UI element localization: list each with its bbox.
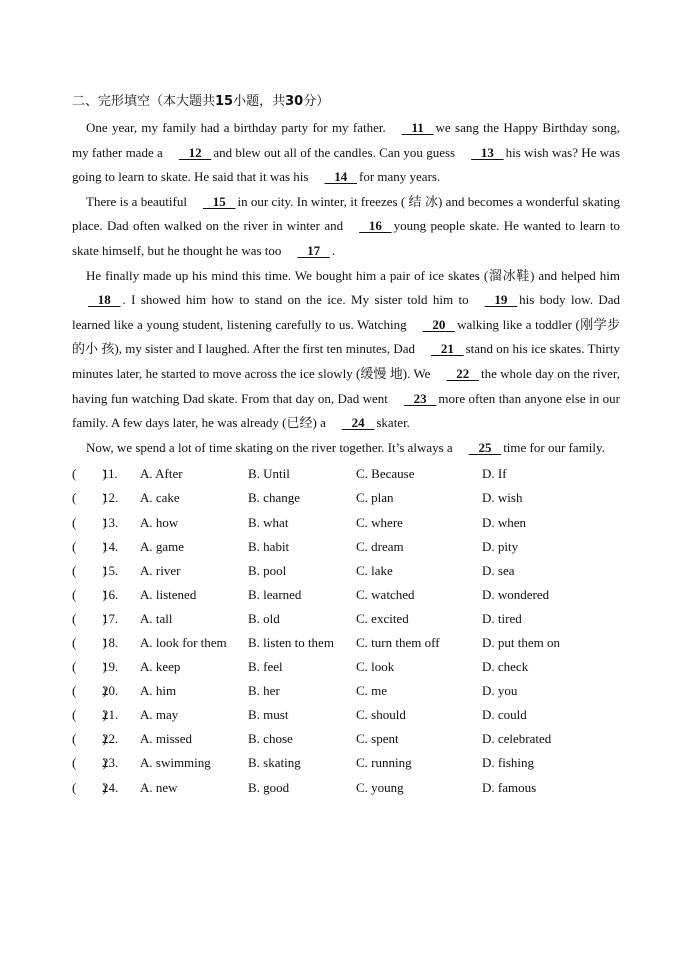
passage-text: more often than anyone else in our family. A few days later, he was already (已经) a: [72, 390, 620, 431]
option-b[interactable]: B. feel: [248, 659, 283, 675]
passage-text: and blew out all of the candles. Can you guess: [213, 144, 456, 160]
passage-paragraph: [72, 436, 620, 461]
option-a[interactable]: A. may: [140, 707, 179, 723]
question-row: [72, 751, 620, 775]
option-b[interactable]: B. pool: [248, 562, 287, 578]
blank-21[interactable]: 21: [431, 341, 464, 357]
answer-bracket[interactable]: ( ): [72, 755, 107, 771]
answer-bracket[interactable]: ( ): [72, 731, 107, 747]
option-c[interactable]: C. running: [356, 755, 412, 771]
blank-12[interactable]: 12: [178, 144, 212, 160]
option-c[interactable]: C. turn them off: [356, 635, 440, 651]
option-a[interactable]: A. how: [140, 514, 179, 530]
option-c[interactable]: C. Because: [356, 466, 415, 482]
passage-paragraph: [72, 116, 620, 190]
answer-bracket[interactable]: ( ): [72, 538, 107, 554]
question-number: 11.: [102, 466, 118, 482]
question-row: [72, 679, 620, 703]
option-c[interactable]: C. should: [356, 707, 406, 723]
option-a[interactable]: A. After: [140, 466, 183, 482]
option-c[interactable]: C. look: [356, 659, 395, 675]
blank-16[interactable]: 16: [359, 218, 392, 234]
option-b[interactable]: B. Until: [248, 466, 290, 482]
passage-text: One year, my family had a birthday party for my father.: [86, 120, 386, 135]
heading-prefix: 二、完形填空（本大题共: [72, 94, 216, 109]
option-b[interactable]: B. chose: [248, 731, 293, 747]
question-number: 15.: [102, 562, 119, 578]
answer-bracket[interactable]: ( ): [72, 610, 107, 626]
question-number: 21.: [102, 707, 119, 723]
blank-13[interactable]: 13: [471, 144, 504, 160]
question-row: [72, 655, 620, 679]
option-d[interactable]: D. wondered: [482, 586, 550, 602]
option-d[interactable]: D. pity: [482, 538, 519, 554]
blank-11[interactable]: 11: [401, 120, 434, 135]
passage-text: his body low. Dad learned like a young student, listening carefully to us. Watching: [72, 292, 620, 332]
option-a[interactable]: A. new: [140, 779, 178, 795]
question-number: 12.: [102, 490, 119, 506]
blank-23[interactable]: 23: [403, 390, 437, 406]
option-d[interactable]: D. could: [482, 707, 527, 723]
blank-20[interactable]: 20: [422, 316, 456, 332]
passage-text: the whole day on the river, having fun watching Dad skate. From that day on, Dad went: [72, 365, 620, 406]
answer-bracket[interactable]: ( ): [72, 683, 107, 699]
option-c[interactable]: C. watched: [356, 586, 415, 602]
answer-bracket[interactable]: ( ): [72, 707, 107, 723]
passage-text: in our city. In winter, it freezes ( 结 冰) and becomes a wonderful skating place. Dad often walked on the river in winter and: [72, 193, 620, 234]
passage-paragraph: [72, 264, 620, 436]
option-c[interactable]: C. young: [356, 779, 404, 795]
option-b[interactable]: B. change: [248, 490, 300, 506]
cloze-passage: [72, 116, 620, 460]
question-row: [72, 535, 620, 559]
question-row: [72, 703, 620, 727]
option-b[interactable]: B. old: [248, 610, 280, 626]
option-d[interactable]: D. wish: [482, 490, 523, 506]
question-number: 13.: [102, 514, 119, 530]
option-a[interactable]: A. keep: [140, 659, 181, 675]
option-b[interactable]: B. what: [248, 514, 289, 530]
passage-text: .: [331, 242, 336, 258]
option-a[interactable]: A. him: [140, 683, 177, 699]
question-number: 22.: [102, 731, 119, 747]
passage-text: There is a beautiful: [86, 193, 187, 209]
passage-text: walking like a toddler (刚学步的小 孩), my sister and I laughed. After the first ten minutes, Dad: [72, 316, 620, 357]
answer-bracket[interactable]: ( ): [72, 779, 107, 795]
passage-text: young people skate. He wanted to learn to skate himself, but he thought he was too: [72, 218, 620, 258]
passage-text: skater.: [376, 415, 410, 431]
blank-18[interactable]: 18: [88, 292, 121, 308]
option-d[interactable]: D. when: [482, 514, 527, 530]
option-a[interactable]: A. cake: [140, 490, 180, 506]
heading-score: 30: [285, 94, 304, 109]
blank-17[interactable]: 17: [297, 242, 330, 258]
question-number: 17.: [102, 610, 119, 626]
question-row: [72, 727, 620, 751]
question-row: [72, 511, 620, 535]
option-a[interactable]: A. game: [140, 538, 185, 554]
option-b[interactable]: B. listen to them: [248, 635, 334, 651]
option-b[interactable]: B. learned: [248, 586, 302, 602]
question-row: [72, 607, 620, 631]
answer-bracket[interactable]: ( ): [72, 586, 107, 602]
option-d[interactable]: D. you: [482, 683, 518, 699]
option-c[interactable]: C. lake: [356, 562, 393, 578]
option-d[interactable]: D. If: [482, 466, 507, 482]
passage-text: we sang the Happy Birthday song, my father made a: [72, 120, 620, 160]
blank-15[interactable]: 15: [202, 193, 236, 209]
option-b[interactable]: B. her: [248, 683, 280, 699]
answer-bracket[interactable]: ( ): [72, 562, 107, 578]
question-row: [72, 559, 620, 583]
answer-bracket[interactable]: ( ): [72, 490, 107, 506]
answer-bracket[interactable]: ( ): [72, 514, 107, 530]
passage-text: stand on his ice skates. Thirty minutes later, he started to move across the ice slowly (缓慢 地). We: [72, 341, 620, 381]
option-d[interactable]: D. check: [482, 659, 529, 675]
option-c[interactable]: C. me: [356, 683, 388, 699]
option-c[interactable]: C. spent: [356, 731, 399, 747]
blank-24[interactable]: 24: [341, 415, 375, 431]
option-d[interactable]: D. fishing: [482, 755, 534, 771]
question-number: 20.: [102, 683, 119, 699]
option-b[interactable]: B. good: [248, 779, 290, 795]
question-list: [72, 462, 620, 799]
option-c[interactable]: C. excited: [356, 610, 409, 626]
question-row: [72, 776, 620, 800]
question-number: 24.: [102, 779, 119, 795]
heading-mid: 小题，共: [233, 94, 286, 109]
option-c[interactable]: C. where: [356, 514, 403, 530]
option-a[interactable]: A. listened: [140, 586, 197, 602]
passage-text: He finally made up his mind this time. We bought him a pair of ice skates (溜冰鞋) and helped him: [86, 267, 620, 283]
question-row: [72, 631, 620, 655]
option-a[interactable]: A. swimming: [140, 755, 211, 771]
passage-text: time for our family.: [503, 439, 605, 455]
question-number: 18.: [102, 635, 119, 651]
question-number: 16.: [102, 586, 119, 602]
option-b[interactable]: B. skating: [248, 755, 301, 771]
answer-bracket[interactable]: ( ): [72, 466, 107, 482]
blank-14[interactable]: 14: [324, 169, 357, 185]
option-b[interactable]: B. habit: [248, 538, 290, 554]
option-d[interactable]: D. celebrated: [482, 731, 552, 747]
answer-bracket[interactable]: ( ): [72, 635, 107, 651]
option-b[interactable]: B. must: [248, 707, 289, 723]
option-d[interactable]: D. put them on: [482, 635, 560, 651]
blank-22[interactable]: 22: [446, 365, 479, 381]
option-a[interactable]: A. missed: [140, 731, 192, 747]
question-number: 23.: [102, 755, 119, 771]
section-heading: [72, 92, 620, 112]
option-c[interactable]: C. plan: [356, 490, 394, 506]
option-d[interactable]: D. sea: [482, 562, 515, 578]
question-row: [72, 462, 620, 486]
passage-text: Now, we spend a lot of time skating on the river together. It’s always a: [86, 439, 453, 455]
passage-text: . I showed him how to stand on the ice. My sister told him to: [122, 292, 469, 308]
question-row: [72, 583, 620, 607]
option-a[interactable]: A. tall: [140, 610, 173, 626]
option-d[interactable]: D. famous: [482, 779, 537, 795]
question-number: 19.: [102, 659, 119, 675]
blank-19[interactable]: 19: [484, 292, 518, 308]
heading-suffix: 分）: [303, 94, 330, 109]
blank-25[interactable]: 25: [468, 439, 502, 455]
question-row: [72, 486, 620, 510]
option-a[interactable]: A. river: [140, 562, 181, 578]
exam-content: [72, 92, 620, 800]
option-a[interactable]: A. look for them: [140, 635, 227, 651]
question-number: 14.: [102, 538, 119, 554]
heading-count: 15: [215, 94, 234, 109]
answer-bracket[interactable]: ( ): [72, 659, 107, 675]
option-d[interactable]: D. tired: [482, 610, 522, 626]
passage-paragraph: [72, 190, 620, 264]
option-c[interactable]: C. dream: [356, 538, 404, 554]
passage-text: for many years.: [358, 169, 441, 185]
passage-text: his wish was? He was going to learn to skate. He said that it was his: [72, 144, 621, 185]
